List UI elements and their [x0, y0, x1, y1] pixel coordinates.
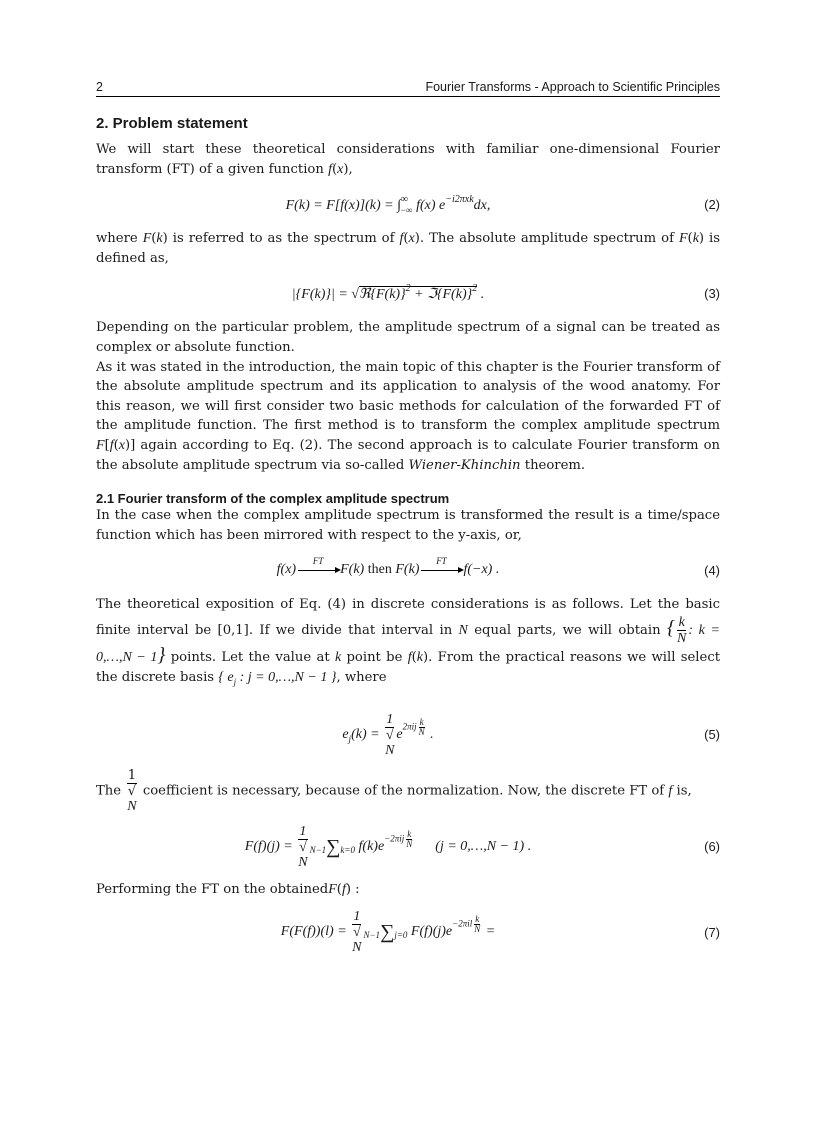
- equation-5: $e_j(k)$ = 1 √ N e2πij $\frac{k}{N}$ . (5): [342, 711, 720, 758]
- equation-number: (3): [704, 285, 720, 301]
- equation-7: F(F(f))(l) = 1 √ N N−1∑j=0 F(f)(j)e−2πil $\frac{k}{N}$ = (7): [280, 909, 720, 956]
- page-number: 2: [96, 80, 103, 94]
- paragraph-main-topic: As it was stated in the introduction, the main topic of this chapter is the Fourier transform of the absolute amplitude spectrum and its application to analysis of the wood anatomy. For this reason, we will first consider two basic methods for calculation of the forwarded FT of the amplitude function. The first method is to transform the complex amplitude spectrum F[f(x)] again according to Eq. (2). The second approach is to calculate Fourier transform on the absolute amplitude spectrum via so-called Wiener-Khinchin theorem.: [96, 359, 721, 473]
- equation-number: (2): [704, 196, 720, 212]
- equation-number: (6): [704, 839, 720, 855]
- paragraph-coefficient: The 1 √ N coefficient is necessary, because of the normalization. Now, the discrete FT of f is,: [96, 767, 692, 814]
- equation-6: F(f)(j) = 1 √ N N−1∑k=0 f(k)e−2πij $\frac{k}{N}$ (j = 0,…,N − 1) . (6): [244, 823, 720, 870]
- section-title: 2. Problem statement: [96, 115, 248, 132]
- equation-number: (7): [704, 924, 720, 940]
- page-header: [96, 80, 720, 97]
- page: [96, 80, 720, 965]
- subsection-title: 2.1 Fourier transform of the complex amplitude spectrum: [96, 491, 450, 507]
- paragraph-depending: Depending on the particular problem, the amplitude spectrum of a signal can be treated as complex or absolute function.: [96, 320, 720, 355]
- paragraph-discrete: The theoretical exposition of Eq. (4) in discrete considerations is as follows. Let the basic finite interval be [0,1]. If we divide that interval in N equal parts, we will obtain { $\frac{k}{N}$ : k = 0,…,N − 1} points. Let the value at k point be f(k). From the practical reasons we will select the discrete basis { $e_j$ : j = 0,…,N − 1 }, where: [96, 597, 721, 687]
- paragraph-intro: We will start these theoretical considerations with familiar one-dimensional Fourier transform (FT) of a given function f(x),: [96, 142, 720, 177]
- equation-2: $F(k) = F[f(x)](k) = \int^\infty_{-\infty}$ f(x) $e^{-i2\pi xk}dx$, (2): [285, 193, 720, 215]
- paragraph-spectrum: where F(k) is referred to as the spectrum of f(x). The absolute amplitude spectrum of F(k) is defined as,: [96, 231, 721, 266]
- equation-number: (5): [704, 727, 720, 743]
- equation-4: f(x) FT F(k) then F(k) FT f(−x) . (4): [276, 555, 720, 578]
- equation-3: $|\{F(k)\}| = √ℜ\{F(k)\}^2$ + $ℑ\{F(k)\}^2$ . (3): [291, 283, 720, 303]
- equation-number: (4): [704, 562, 720, 578]
- paragraph-complex-case: In the case when the complex amplitude spectrum is transformed the result is a time/space function which has been mirrored with respect to the y-axis, or,: [96, 508, 720, 543]
- paragraph-performing: Performing the FT on the obtainedF(f) :: [96, 881, 360, 897]
- running-title: Fourier Transforms - Approach to Scientific Principles: [425, 80, 720, 94]
